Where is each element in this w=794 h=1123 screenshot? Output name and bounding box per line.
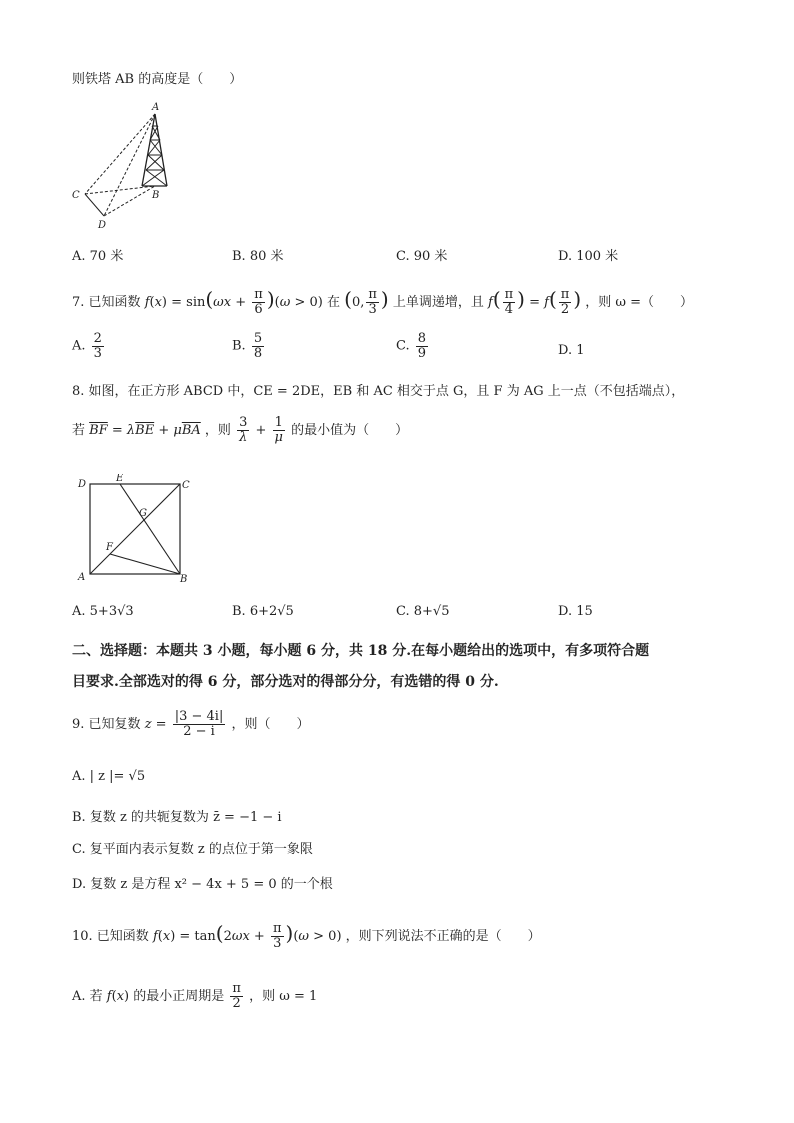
question-10: 10. 已知函数 f(x) = tan(2ωx + $\frac{\pi}{3}$ )(ω > 0) ，则下列说法不正确的是（ ） (72, 921, 541, 951)
question-9: 9. 已知复数 z = $\frac{|3 - 4i|}{2 - i}$ ，则（ ） (72, 709, 310, 739)
q9-option-b: B. 复数 z 的共轭复数为 z̄ = −1 − i (72, 810, 282, 825)
section-2-header-line1: 二、选择题：本题共 3 小题，每小题 6 分，共 18 分.在每小题给出的选项中，有多项符合题 (72, 643, 650, 659)
q8-option-b: B. 6+2√5 (232, 604, 294, 619)
fig2-label-e: E (116, 474, 124, 484)
q7-condition: f( $\frac{\pi}{4}$ ) = f( $\frac{\pi}{2}$ ) (488, 287, 582, 317)
square-figure (72, 474, 198, 586)
q9-option-a: A. | z |= √5 (72, 769, 146, 784)
q7-option-d: D. 1 (558, 343, 585, 358)
fig2-label-d: D (78, 479, 87, 490)
q7-option-c: C. $\frac{8}{9}$ (396, 331, 427, 361)
q7-interval: (0, $\frac{\pi}{3}$ ) (344, 287, 389, 317)
q7-mid1: 在 (326, 295, 340, 310)
q10-function: f(x) = tan(2ωx + $\frac{\pi}{3}$ )(ω > 0) (152, 921, 342, 951)
fig2-label-c: C (182, 480, 190, 491)
question-7 (72, 282, 693, 320)
q8-vector-equation: $\overline{BF} = \lambda\overline{BE} + \mu\overline{BA}$ (89, 423, 201, 438)
fig2-label-f: F (106, 542, 113, 553)
q7-prefix: 7. 已知函数 (72, 295, 141, 310)
section-2-header-line2: 目要求.全部选对的得 6 分，部分选对的得部分分，有选错的得 0 分. (72, 674, 499, 690)
fig1-label-d: D (98, 220, 107, 231)
tower-figure (68, 100, 180, 232)
fig1-label-c: C (72, 190, 80, 201)
q8-line1: 8. 如图，在正方形 ABCD 中，CE = 2DE，EB 和 AC 相交于点 G，且 F 为 AG 上一点（不包括端点）， (72, 384, 685, 399)
q6-option-a: A. 70 米 (72, 249, 124, 264)
q9-option-d: D. 复数 z 是方程 x² − 4x + 5 = 0 的一个根 (72, 877, 333, 892)
fig1-label-a: A (152, 102, 160, 113)
question-6-tail: 则铁塔 AB 的高度是（ ） (72, 72, 243, 87)
q7-option-b: B. $\frac{5}{8}$ (232, 331, 263, 361)
q8-option-c: C. 8+√5 (396, 604, 450, 619)
q7-tail: ，则 ω =（ ） (585, 295, 694, 310)
fig2-label-g: G (139, 508, 147, 519)
q7-option-a: A. $\frac{2}{3}$ (72, 331, 102, 361)
q6-option-b: B. 80 米 (232, 249, 284, 264)
q7-function: f(x) = sin(ωx + $\frac{\pi}{6}$ )(ω > 0) (144, 287, 323, 317)
fig2-label-b: B (180, 574, 188, 585)
q8-line2: 若 $\overline{BF} = \lambda\overline{BE} + \mu\overline{BA}$ ，则 $\frac{3}{\lambda}$ + $\frac{1}{\mu}$ 的最小值为（ ） (72, 415, 409, 445)
q7-mid2: 上单调递增，且 (392, 295, 484, 310)
fig1-label-b: B (152, 190, 160, 201)
q8-option-a: A. 5+3√3 (72, 604, 134, 619)
q10-option-a: A. 若 f(x) 的最小正周期是 $\frac{\pi}{2}$ ，则 ω = 1 (72, 981, 318, 1011)
q8-option-d: D. 15 (558, 604, 593, 619)
q6-option-d: D. 100 米 (558, 249, 619, 264)
fig2-label-a: A (78, 572, 86, 583)
q9-option-c: C. 复平面内表示复数 z 的点位于第一象限 (72, 842, 313, 857)
q6-option-c: C. 90 米 (396, 249, 448, 264)
